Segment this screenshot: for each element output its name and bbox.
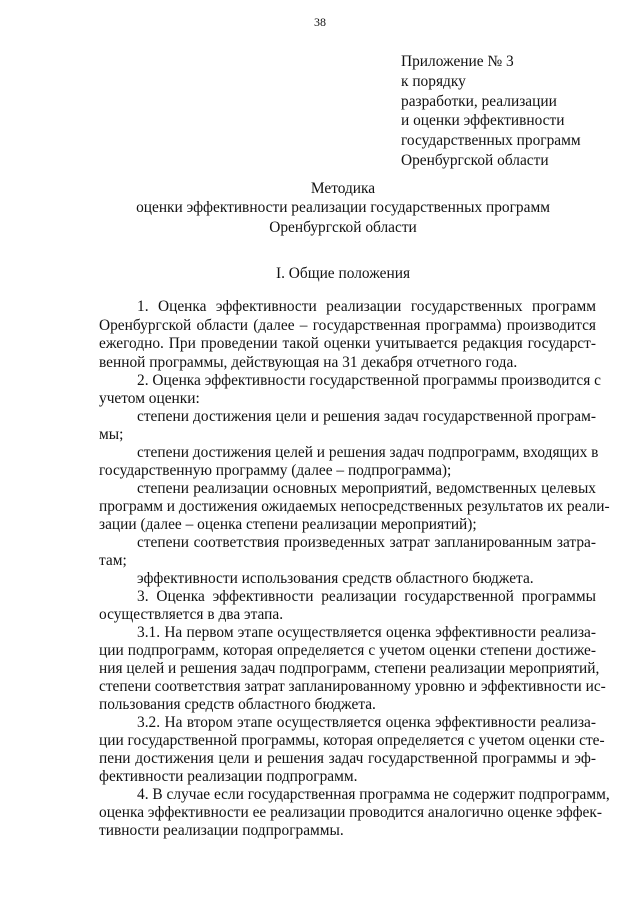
- appendix-line: Приложение № 3: [401, 53, 514, 70]
- text-line: степени достижения цели и решения задач государственной програм-: [137, 408, 596, 425]
- text-line: 3.2. На втором этапе осуществляется оценка эффективности реализа-: [137, 714, 596, 731]
- text-line: 3. Оценка эффективности реализации государственной программы: [137, 588, 596, 605]
- text-line: эффективности использования средств областного бюджета.: [137, 570, 534, 587]
- text-line: ежегодно. При проведении такой оценки учитывается редакция государст-: [99, 335, 596, 352]
- text-line: зации (далее – оценка степени реализации мероприятий);: [99, 516, 477, 533]
- text-line: Оренбургской области (далее – государственная программа) производится: [99, 317, 596, 334]
- text-line: 1. Оценка эффективности реализации государственных программ: [137, 298, 596, 315]
- text-line: фективности реализации подпрограмм.: [99, 768, 358, 785]
- title-line: Оренбургской области: [269, 219, 417, 236]
- appendix-line: к порядку: [401, 73, 466, 90]
- text-line: учетом оценки:: [99, 390, 200, 407]
- text-line: оценка эффективности ее реализации проводится аналогично оценке эффек-: [99, 804, 602, 821]
- appendix-line: разработки, реализации: [401, 93, 557, 110]
- appendix-line: и оценки эффективности: [401, 112, 565, 129]
- text-line: тивности реализации подпрограммы.: [99, 822, 344, 839]
- appendix-line: Оренбургской области: [401, 152, 549, 169]
- title-line: оценки эффективности реализации государственных программ: [136, 199, 550, 216]
- text-line: пользования средств областного бюджета.: [99, 696, 376, 713]
- text-line: венной программы, действующая на 31 декабря отчетного года.: [99, 354, 518, 371]
- text-line: 4. В случае если государственная программа не содержит подпрограмм,: [137, 786, 610, 803]
- text-line: программ и достижения ожидаемых непосредственных результатов их реали-: [99, 498, 610, 515]
- text-line: пени достижения цели и решения задач государственной программы и эф-: [99, 750, 596, 767]
- text-line: 3.1. На первом этапе осуществляется оценка эффективности реализа-: [137, 624, 596, 641]
- text-line: ции государственной программы, которая определяется с учетом оценки сте-: [99, 732, 605, 749]
- text-line: степени реализации основных мероприятий, ведомственных целевых: [137, 480, 596, 497]
- text-line: там;: [99, 552, 127, 569]
- text-line: ния целей и решения задач подпрограмм, степени реализации мероприятий,: [99, 660, 600, 677]
- page-number: 38: [314, 15, 326, 29]
- appendix-line: государственных программ: [401, 132, 581, 149]
- title-line: Методика: [310, 180, 376, 197]
- text-line: осуществляется в два этапа.: [99, 606, 284, 623]
- text-line: государственную программу (далее – подпрограмма);: [99, 462, 452, 479]
- section-heading: I. Общие положения: [275, 265, 411, 282]
- text-line: степени достижения целей и решения задач подпрограмм, входящих в: [137, 444, 599, 461]
- text-line: мы;: [99, 426, 124, 443]
- text-line: степени соответствия произведенных затрат запланированным затра-: [137, 534, 596, 551]
- text-line: ции подпрограмм, которая определяется с учетом оценки степени достиже-: [99, 642, 596, 659]
- text-line: 2. Оценка эффективности государственной программы производится с: [137, 372, 601, 389]
- text-line: степени соответствия затрат запланированному уровню и эффективности ис-: [99, 678, 606, 695]
